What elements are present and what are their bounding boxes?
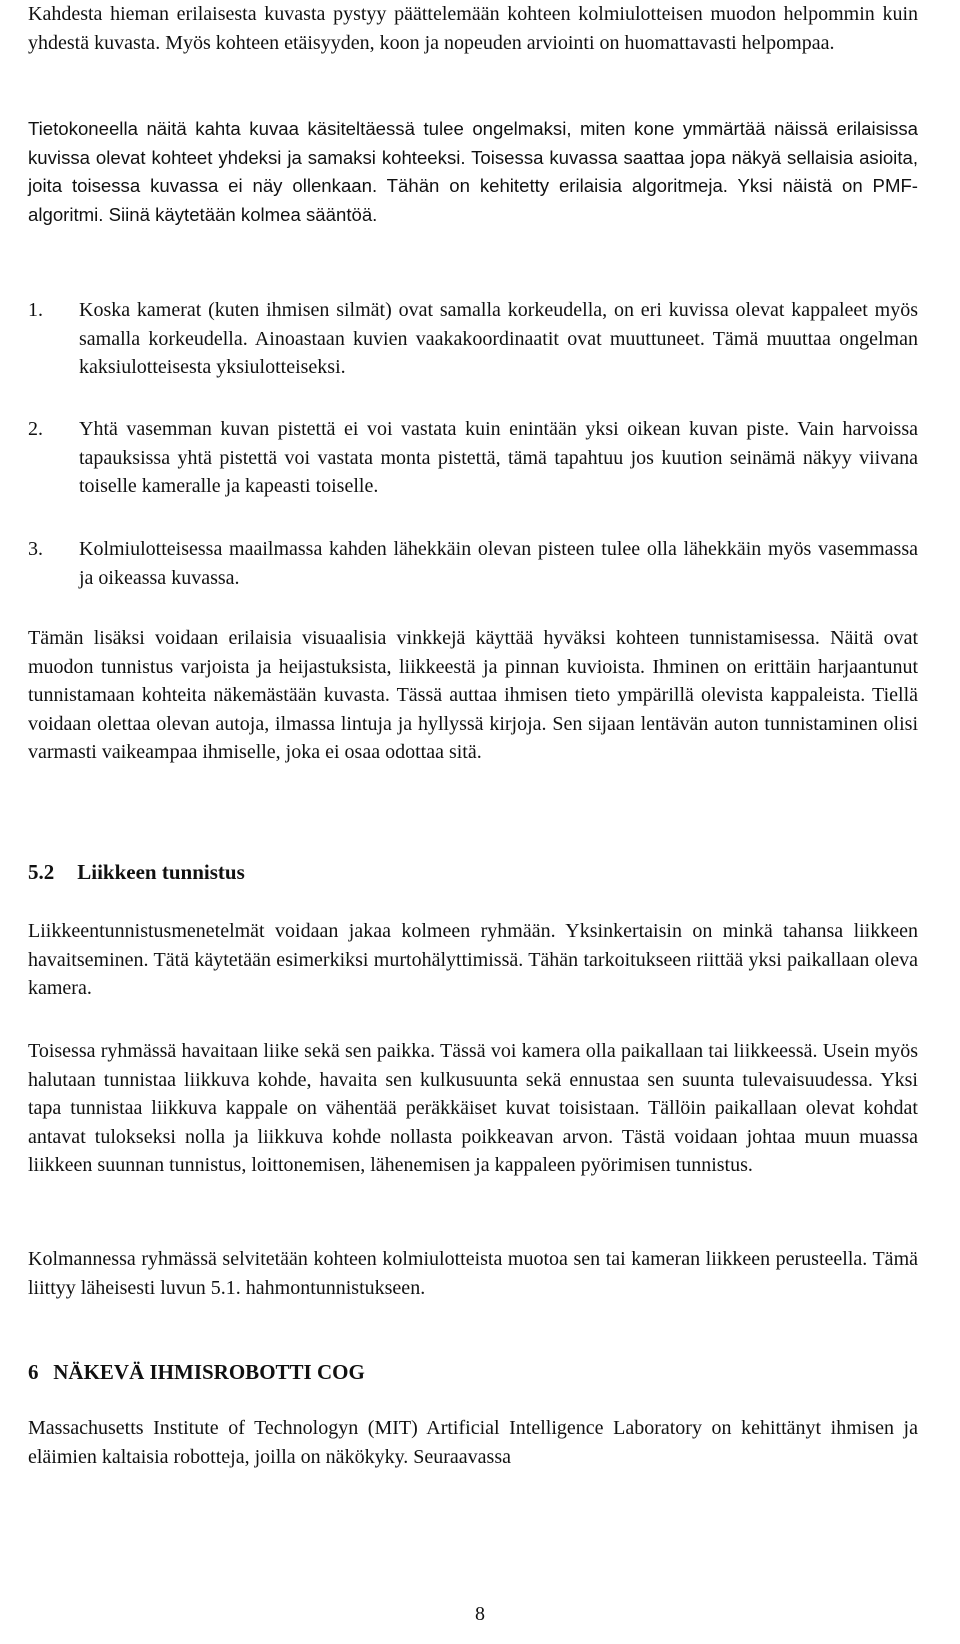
section-number: 6: [28, 1360, 39, 1384]
paragraph-mit-cog: Massachusetts Institute of Technologyn (MIT) Artificial Intelligence Laboratory on kehittänyt ihmisen ja eläimien kaltaisia robotteja, joilla on näkökyky. Seuraavassa: [28, 1417, 918, 1468]
section-title: NÄKEVÄ IHMISROBOTTI COG: [53, 1360, 365, 1384]
paragraph-second-group: Toisessa ryhmässä havaitaan liike sekä sen paikka. Tässä voi kamera olla paikallaan tai liikkeessä. Usein myös halutaan tunnistaa liikkuva kohde, havaita sen kulkusuunta sekä ennustaa sen suunta tulevaisuudessa. Yksi tapa tunnistaa liikkuva kappale on vähentää peräkkäiset kuvat toisistaan. Tällöin paikallaan olevat kohdat antavat tulokseksi nolla ja liikkuva kohde nollasta poikkeavan arvon. Tästä voidaan johtaa muun muassa liikkeen suunnan tunnistus, loittonemisen, lähenemisen ja kappaleen pyörimisen tunnistus.: [28, 1040, 918, 1176]
list-number: 2.: [28, 418, 43, 440]
section-heading-5-2: [28, 858, 245, 886]
list-number: 1.: [28, 299, 43, 321]
list-item-rule-3: [28, 535, 918, 592]
list-number: 3.: [28, 538, 43, 560]
paragraph-motion-groups: Liikkeentunnistusmenetelmät voidaan jakaa kolmeen ryhmään. Yksinkertaisin on minkä tahansa liikkeen havaitseminen. Tätä käytetään esimerkiksi murtohälyttimissä. Tähän tarkoitukseen riittää yksi paikallaan oleva kamera.: [28, 920, 918, 999]
page-number: 8: [475, 1603, 485, 1625]
section-number: 5.2: [28, 860, 55, 884]
paragraph-pmf-algorithm: Tietokoneella näitä kahta kuvaa käsiteltäessä tulee ongelmaksi, miten kone ymmärtää näissä erilaisissa kuvissa olevat kohteet yhdeksi ja samaksi kohteeksi. Toisessa kuvassa saattaa jopa näkyä sellaisia asioita, joita toisessa kuvassa ei näy ollenkaan. Tähän on kehitetty erilaisia algoritmeja. Yksi näistä on PMF-algoritmi. Siinä käytetään kolmea sääntöä.: [28, 118, 918, 225]
list-item-text: Yhtä vasemman kuvan pistettä ei voi vastata kuin enintään yksi oikean kuvan piste. Vain harvoissa tapauksissa yhtä pistettä voi vastata monta pistettä, tämä tapahtuu jos kuution seinämä näkyy viivana toiselle kameralle ja kapeasti toiselle.: [79, 418, 918, 497]
list-item-text: Koska kamerat (kuten ihmisen silmät) ovat samalla korkeudella, on eri kuvissa olevat kappaleet myös samalla korkeudella. Ainoastaan kuvien vaakakoordinaatit ovat muuttuneet. Tämä muuttaa ongelman kaksiulotteisesta yksiulotteiseksi.: [79, 299, 918, 378]
list-item-rule-2: [28, 415, 918, 501]
paragraph-stereo-vision-intro: Kahdesta hieman erilaisesta kuvasta pystyy päättelemään kohteen kolmiulotteisen muodon helpommin kuin yhdestä kuvasta. Myös kohteen etäisyyden, koon ja nopeuden arviointi on huomattavasti helpompaa.: [28, 3, 918, 54]
section-heading-6: [28, 1358, 365, 1386]
list-item-text: Kolmiulotteisessa maailmassa kahden lähekkäin olevan pisteen tulee olla lähekkäin myös vasemmassa ja oikeassa kuvassa.: [79, 538, 918, 589]
list-item-rule-1: [28, 296, 918, 382]
paragraph-third-group: Kolmannessa ryhmässä selvitetään kohteen kolmiulotteista muotoa sen tai kameran liikkeen perusteella. Tämä liittyy läheisesti luvun 5.1. hahmontunnistukseen.: [28, 1248, 918, 1299]
paragraph-visual-cues: Tämän lisäksi voidaan erilaisia visuaalisia vinkkejä käyttää hyväksi kohteen tunnistamisessa. Näitä ovat muodon tunnistus varjoista ja heijastuksista, liikkeestä ja pinnan kuvioista. Ihminen on erittäin harjaantunut tunnistamaan kohteita näkemästään kuvasta. Tässä auttaa ihmisen tieto ympärillä olevista kappaleista. Tiellä voidaan olettaa olevan autoja, ilmassa lintuja ja hyllyssä kirjoja. Sen sijaan lentävän auton tunnistaminen olisi varmasti vaikeampaa ihmiselle, joka ei osaa odottaa sitä.: [28, 627, 918, 763]
section-title: Liikkeen tunnistus: [77, 860, 245, 884]
